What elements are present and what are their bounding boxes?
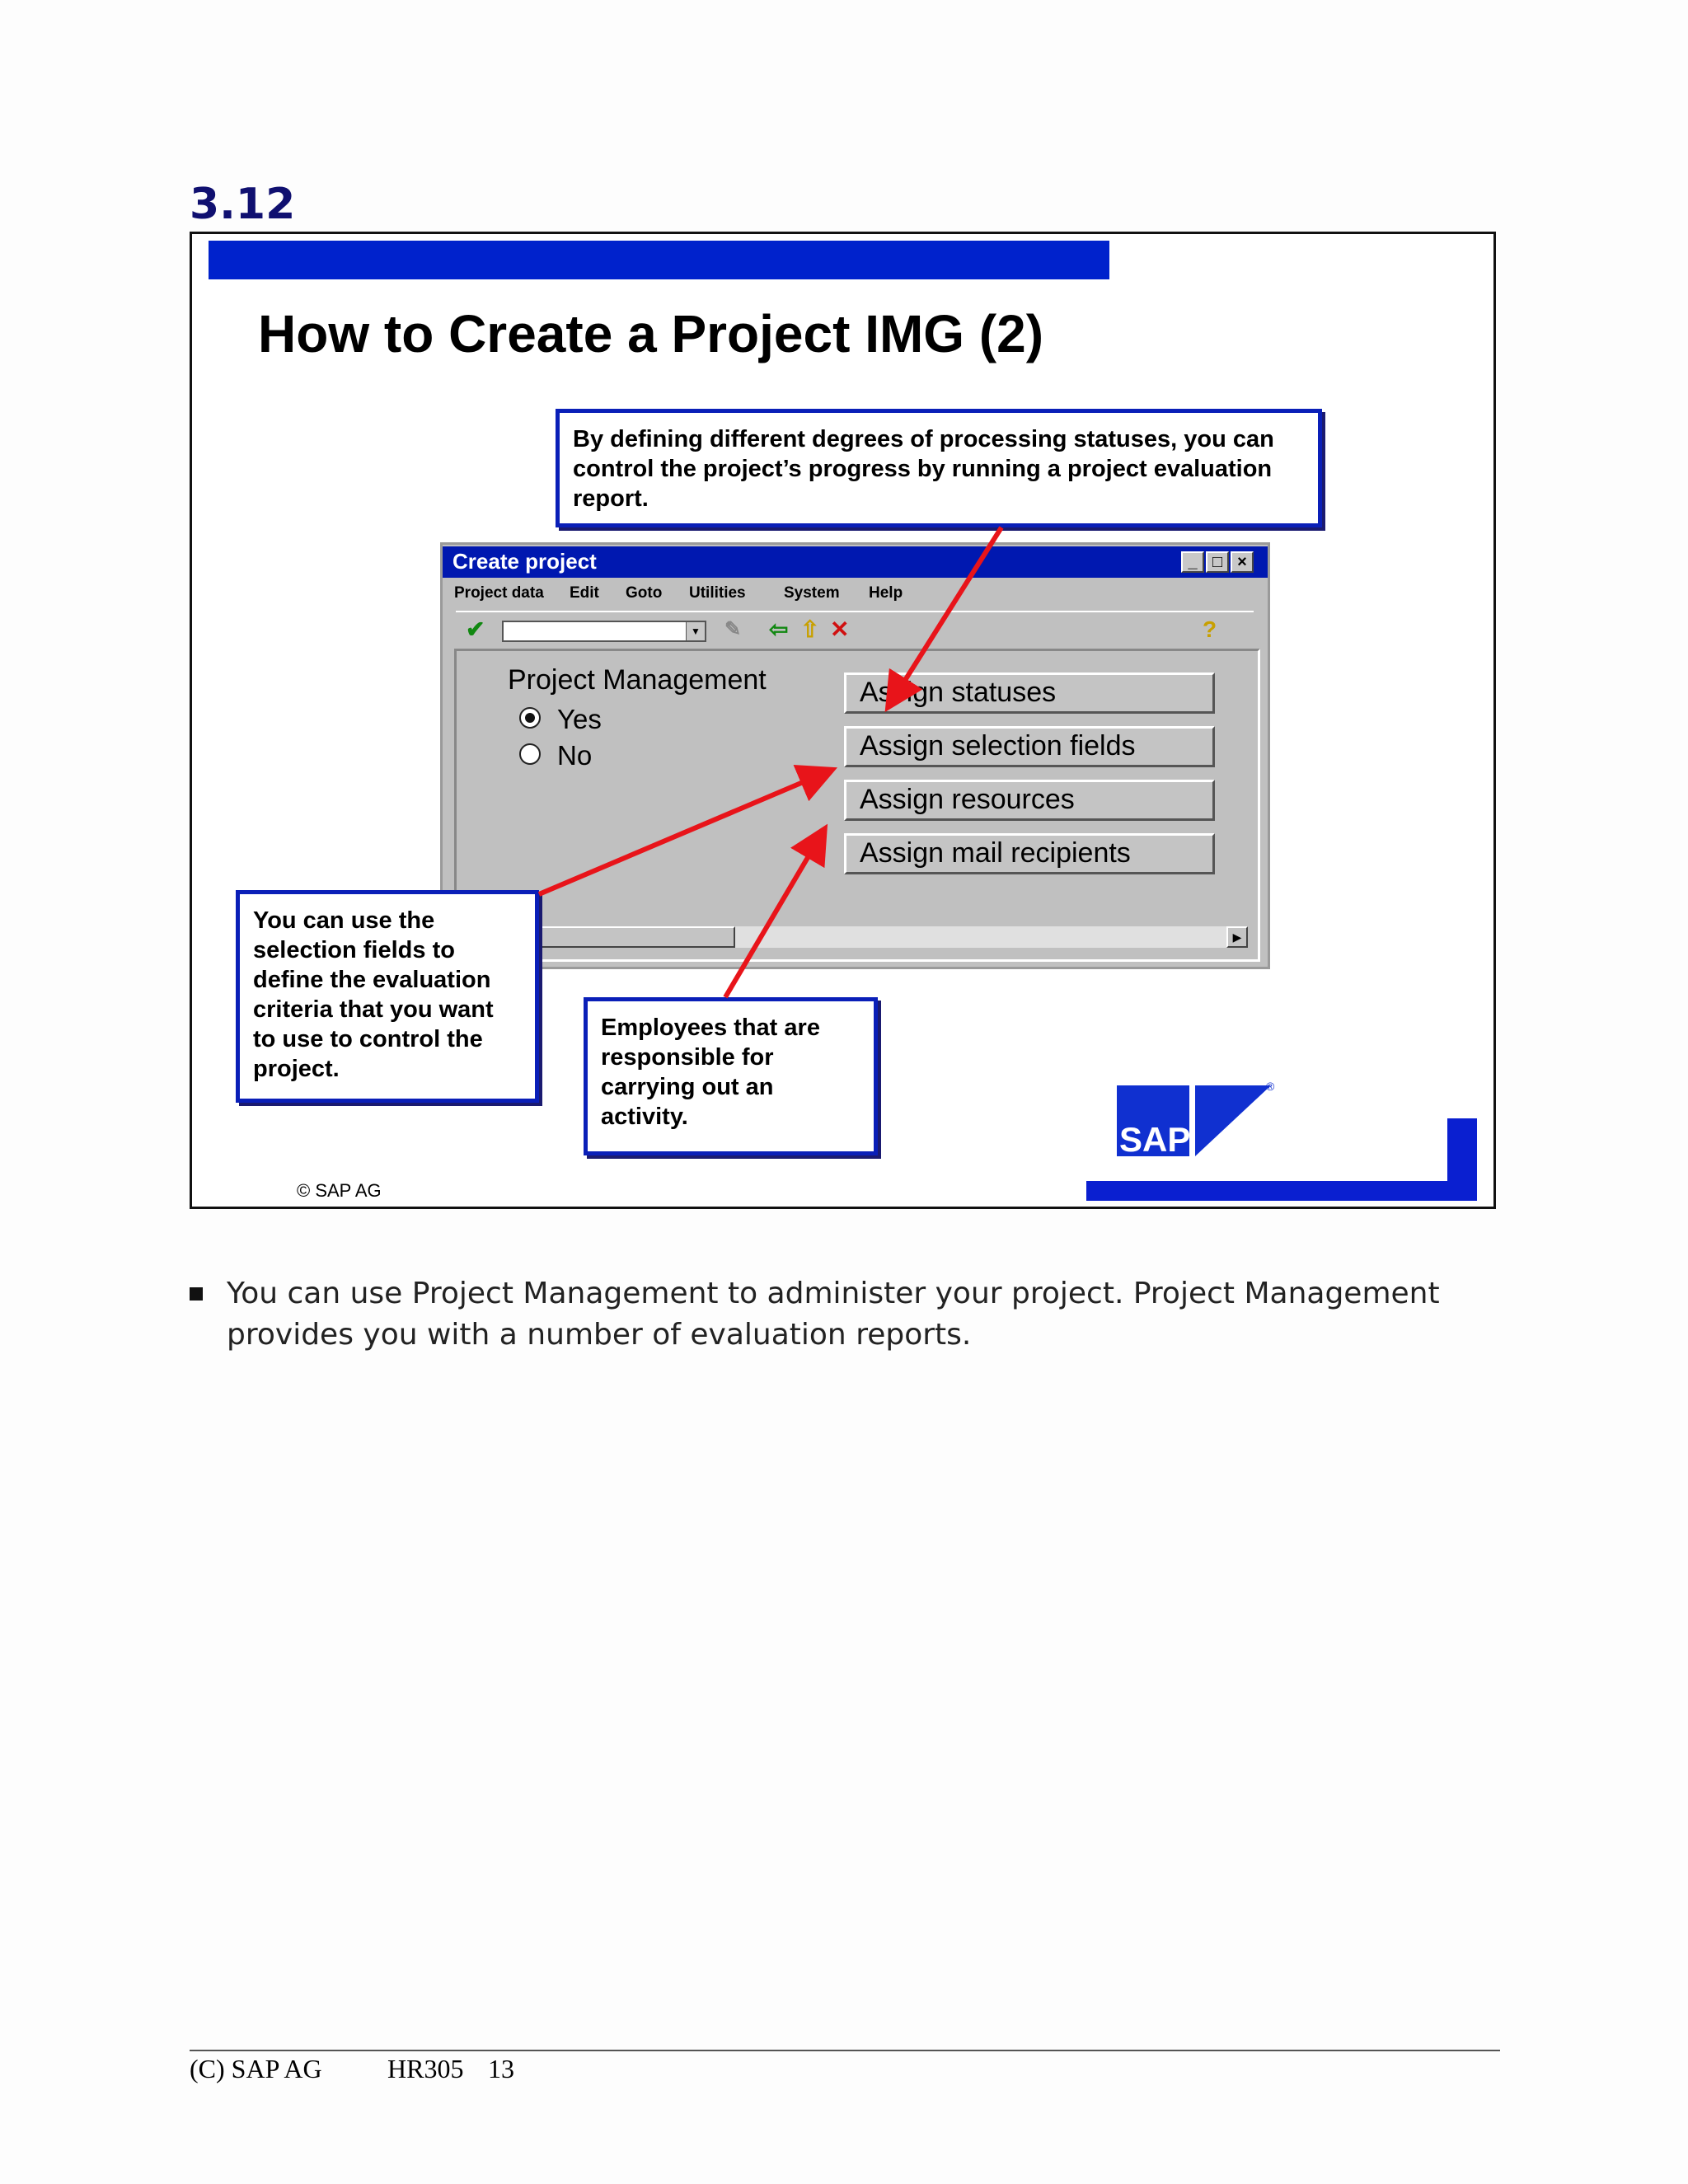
help-icon[interactable]: ?: [1203, 616, 1217, 642]
close-icon[interactable]: ×: [1231, 551, 1254, 573]
menu-utilities[interactable]: Utilities: [689, 584, 746, 602]
exit-icon[interactable]: ⇧: [800, 616, 820, 642]
check-icon[interactable]: ✔: [466, 616, 485, 642]
footer-page-number: 13: [488, 2054, 514, 2083]
assign-resources-button[interactable]: Assign resources: [844, 780, 1215, 821]
save-icon[interactable]: ✎: [724, 618, 742, 640]
menu-edit[interactable]: Edit: [570, 584, 599, 602]
window-title: Create project: [452, 549, 597, 574]
menu-help[interactable]: Help: [869, 584, 903, 602]
callout-resources: Employees that are responsible for carrying out an activity.: [584, 997, 878, 1155]
footer-rule: [190, 2050, 1500, 2051]
radio-label: No: [557, 740, 593, 771]
footer-course-code: HR305: [387, 2054, 464, 2083]
assign-statuses-button[interactable]: Assign statuses: [844, 673, 1215, 714]
slide-title: How to Create a Project IMG (2): [258, 304, 1044, 363]
radio-label: Yes: [557, 704, 602, 734]
minimize-icon[interactable]: _: [1181, 551, 1204, 573]
svg-text:®: ®: [1266, 1080, 1275, 1093]
footer-copyright: (C) SAP AG: [190, 2054, 322, 2083]
cancel-icon[interactable]: ✕: [830, 616, 850, 642]
menu-project-data[interactable]: Project data: [454, 584, 544, 602]
arrow-selection-fields: [539, 771, 828, 894]
copyright-icon: ©: [297, 1180, 316, 1201]
sap-logo-text: SAP: [1119, 1120, 1191, 1159]
assign-selection-fields-button[interactable]: Assign selection fields: [844, 726, 1215, 767]
chevron-down-icon[interactable]: ▼: [686, 622, 705, 640]
bullet-icon: [190, 1287, 203, 1301]
callout-selection-fields: You can use the selection fields to define the evaluation criteria that you want to use to control the project.: [236, 890, 539, 1103]
maximize-icon[interactable]: □: [1206, 551, 1229, 573]
arrow-statuses: [890, 527, 1001, 704]
body-paragraph: You can use Project Management to administer your project. Project Management provides you with a number of evaluation reports.: [227, 1277, 1440, 1352]
slide-copyright: © SAP AG: [297, 1180, 382, 1201]
sap-logo: [1086, 1076, 1478, 1204]
back-icon[interactable]: ⇦: [769, 616, 789, 642]
section-number: 3.12: [190, 180, 296, 229]
callout-statuses: By defining different degrees of processing statuses, you can control the project’s progress by running a project evaluation report.: [556, 409, 1322, 527]
menu-goto[interactable]: Goto: [626, 584, 663, 602]
arrow-resources: [725, 832, 823, 997]
scroll-right-icon[interactable]: ▶: [1226, 926, 1248, 948]
project-management-label: Project Management: [508, 664, 767, 696]
menu-system[interactable]: System: [784, 584, 840, 602]
assign-mail-recipients-button[interactable]: Assign mail recipients: [844, 833, 1215, 874]
